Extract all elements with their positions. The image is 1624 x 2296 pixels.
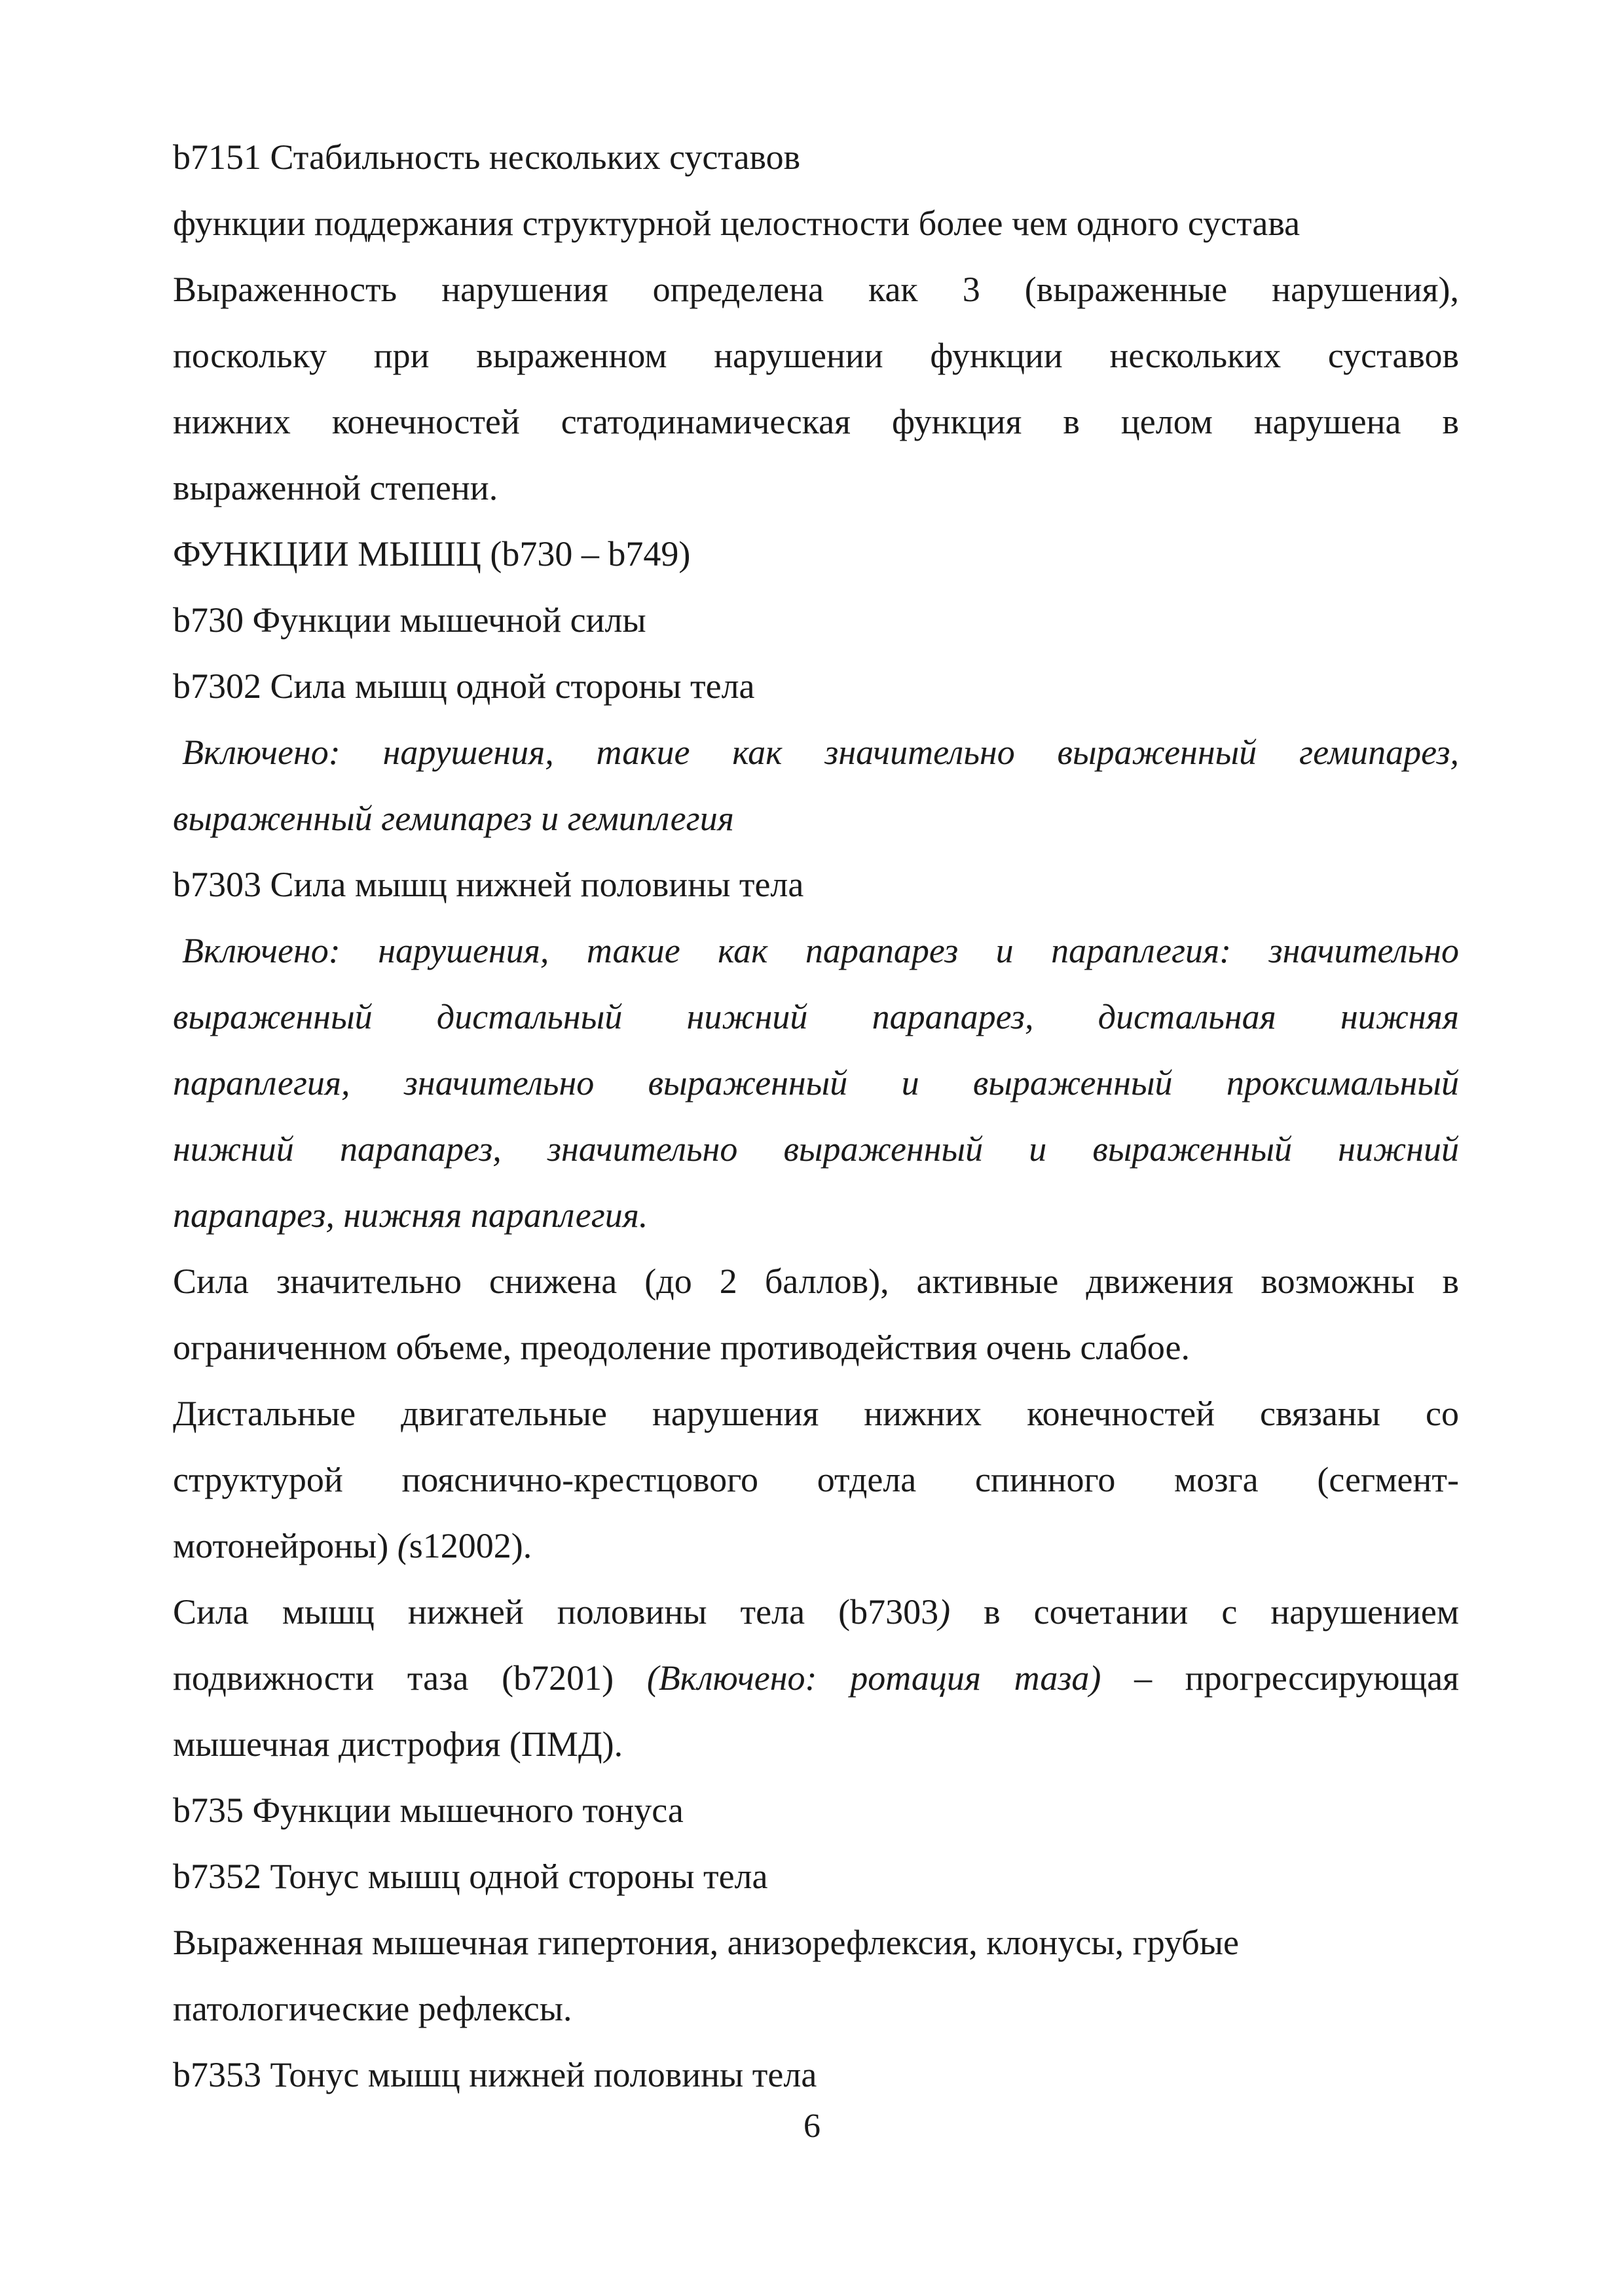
inclusion-inline-note: (Включено: ротация таза) – — [646, 1658, 1153, 1698]
heading-b730: b730 Функции мышечной силы — [173, 600, 646, 640]
text-span: прогрессирующая — [1152, 1658, 1459, 1698]
paragraph-line — [173, 1513, 1459, 1579]
page-number: 6 — [803, 2107, 821, 2145]
paragraph-line: поскольку при выраженном нарушении функции нескольких суставов — [173, 336, 1459, 375]
section-heading: ФУНКЦИИ МЫШЦ (b730 – b749) — [173, 534, 691, 574]
text-span: s12002). — [409, 1526, 532, 1565]
paragraph-line: Выраженная мышечная гипертония, анизорефлексия, клонусы, грубые — [173, 1923, 1240, 1962]
heading-b7303: b7303 Сила мышц нижней половины тела — [173, 865, 804, 904]
definition-line: функции поддержания структурной целостности более чем одного сустава — [173, 204, 1301, 243]
paragraph-line: структурой пояснично-крестцового отдела спинного мозга (сегмент- — [173, 1460, 1459, 1499]
text-span: Сила мышц нижней половины тела (b7303 — [173, 1592, 939, 1631]
document-page — [173, 124, 1459, 2108]
paragraph-line — [173, 1645, 1459, 1711]
paragraph-line: ограниченном объеме, преодоление противодействия очень слабое. — [173, 1328, 1190, 1367]
paragraph-line: нижних конечностей статодинамическая функция в целом нарушена в — [173, 402, 1459, 441]
paragraph-line — [173, 1579, 1459, 1645]
inclusion-note-line: нижний парапарез, значительно выраженный и выраженный нижний — [173, 1129, 1459, 1169]
text-span: в сочетании с нарушением — [950, 1592, 1459, 1631]
paragraph-line: выраженной степени. — [173, 468, 498, 507]
inclusion-note-line: парапарез, нижняя параплегия. — [173, 1195, 648, 1235]
heading-b735: b735 Функции мышечного тонуса — [173, 1791, 684, 1830]
inclusion-note-line: параплегия, значительно выраженный и выраженный проксимальный — [173, 1063, 1459, 1102]
italic-paren: ( — [397, 1526, 409, 1565]
text-span: подвижности таза (b7201) — [173, 1658, 647, 1698]
paragraph-line: патологические рефлексы. — [173, 1989, 572, 2028]
inclusion-note-line: Включено: нарушения, такие как парапарез и параплегия: значительно — [182, 931, 1459, 970]
text-span: мотонейроны) — [173, 1526, 397, 1565]
inclusion-note-line: Включено: нарушения, такие как значительно выраженный гемипарез, — [182, 733, 1459, 772]
paragraph-line: мышечная дистрофия (ПМД). — [173, 1724, 623, 1764]
inclusion-note-line: выраженный дистальный нижний парапарез, дистальная нижняя — [173, 997, 1459, 1036]
heading-b7353: b7353 Тонус мышц нижней половины тела — [173, 2055, 817, 2094]
inclusion-note-line: выраженный гемипарез и гемиплегия — [173, 799, 734, 838]
heading-b7151: b7151 Стабильность нескольких суставов — [173, 137, 801, 177]
paragraph-line: Выраженность нарушения определена как 3 (выраженные нарушения), — [173, 270, 1459, 309]
heading-b7302: b7302 Сила мышц одной стороны тела — [173, 666, 755, 706]
heading-b7352: b7352 Тонус мышц одной стороны тела — [173, 1857, 768, 1896]
italic-paren: ) — [938, 1592, 951, 1631]
paragraph-line: Дистальные двигательные нарушения нижних конечностей связаны со — [173, 1394, 1459, 1433]
paragraph-line: Сила значительно снижена (до 2 баллов), активные движения возможны в — [173, 1262, 1459, 1301]
